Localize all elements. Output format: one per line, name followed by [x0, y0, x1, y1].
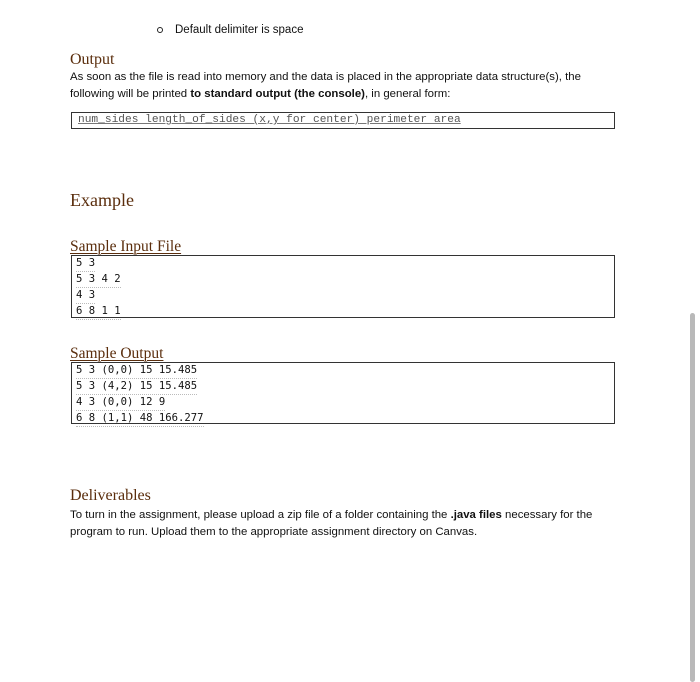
deliverables-heading: Deliverables: [70, 487, 151, 504]
output-paragraph-text-2: , in general form:: [364, 88, 451, 100]
deliverables-paragraph: [70, 507, 615, 541]
deliverables-paragraph-bold: .java files: [450, 509, 502, 521]
sample-input-line-text: 5 3: [76, 256, 95, 272]
sample-output-line-text: 6 8 (1,1) 48 166.277: [76, 411, 204, 427]
sample-output-line-text: 5 3 (0,0) 15 15.485: [76, 363, 197, 379]
sample-output-heading: Sample Output: [70, 345, 164, 362]
output-format-box: [71, 112, 615, 129]
sample-input-box: [71, 255, 615, 318]
sample-input-line: [76, 272, 610, 288]
sample-output-line-text: 5 3 (4,2) 15 15.485: [76, 379, 197, 395]
bullet-item: [157, 24, 303, 36]
sample-output-line: [76, 395, 610, 411]
sample-output-line: [76, 363, 610, 379]
output-paragraph-bold: to standard output (the console): [190, 88, 365, 100]
deliverables-paragraph-text-2: necessary for the program to run. Upload them to the appropriate assignment directory on Canvas.: [70, 509, 593, 538]
sample-input-line-text: 6 8 1 1: [76, 304, 121, 320]
sample-input-heading: Sample Input File: [70, 238, 182, 255]
sample-input-line: [76, 304, 610, 320]
output-paragraph: [70, 69, 615, 103]
bullet-circle-icon: [157, 27, 163, 33]
deliverables-paragraph-text-1: To turn in the assignment, please upload a zip file of a folder containing the: [70, 509, 451, 521]
sample-output-line-text: 4 3 (0,0) 12 9: [76, 395, 165, 411]
sample-input-line: [76, 256, 610, 272]
sample-input-line-text: 5 3 4 2: [76, 272, 121, 288]
output-format-line: num_sides length_of_sides (x,y for center) perimeter area: [78, 114, 461, 126]
example-heading: Example: [70, 190, 134, 210]
sample-input-line: [76, 288, 610, 304]
output-paragraph-text-1: As soon as the file is read into memory and the data is placed in the appropriate data structure(s), the following will be printed: [70, 71, 581, 100]
sample-output-box: [71, 362, 615, 424]
bullet-text: Default delimiter is space: [175, 24, 304, 36]
sample-input-line-text: 4 3: [76, 288, 95, 304]
output-heading: Output: [70, 51, 115, 68]
sample-output-line: [76, 411, 610, 427]
sample-output-line: [76, 379, 610, 395]
vertical-scrollbar[interactable]: [690, 313, 695, 682]
